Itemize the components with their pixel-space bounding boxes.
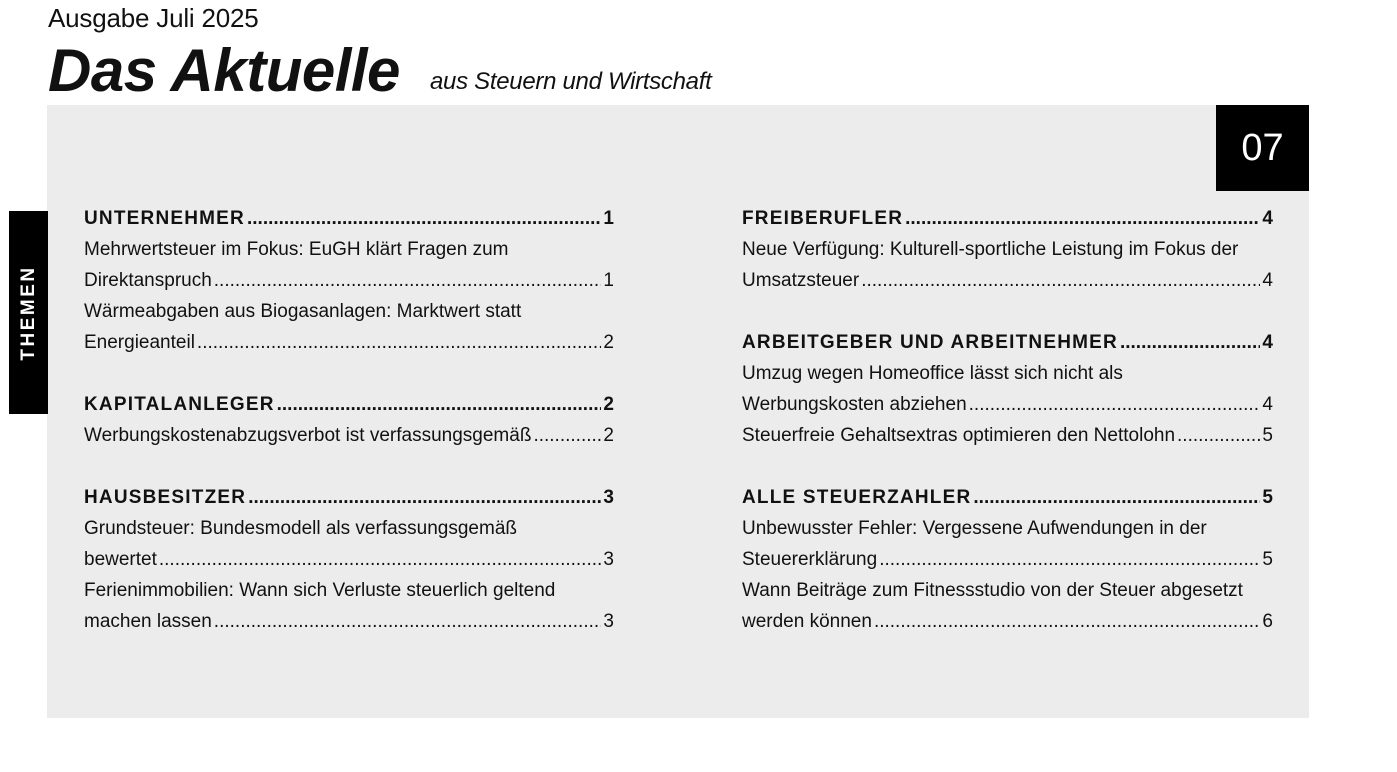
section-heading-row[interactable] xyxy=(84,482,614,513)
entry-last-line xyxy=(84,606,614,637)
dot-leader xyxy=(214,265,602,296)
page-number: 5 xyxy=(1262,425,1273,446)
toc-entry[interactable] xyxy=(742,513,1273,575)
entry-title-line: Mehrwertsteuer im Fokus: EuGH klärt Fragen zum xyxy=(84,239,509,260)
toc-section-alle-steuerzahler xyxy=(742,482,1273,637)
entry-last-line xyxy=(742,544,1273,575)
entry-title-end: bewertet xyxy=(84,549,157,570)
page-number: 2 xyxy=(603,394,614,415)
entry-title-line: Wärmeabgaben aus Biogasanlagen: Marktwert statt xyxy=(84,301,522,322)
toc-section-freiberufler xyxy=(742,203,1273,296)
entry-last-line xyxy=(84,544,614,575)
entry-title-line: Unbewusster Fehler: Vergessene Aufwendungen in der xyxy=(742,518,1207,539)
section-heading: HAUSBESITZER xyxy=(84,487,247,508)
dot-leader xyxy=(874,606,1260,637)
toc-entry[interactable] xyxy=(84,420,614,451)
entry-title-end: Energieanteil xyxy=(84,332,195,353)
toc-section-unternehmer xyxy=(84,203,614,358)
section-heading-row[interactable] xyxy=(742,482,1273,513)
toc-entry[interactable] xyxy=(742,420,1273,451)
entry-title-end: Werbungskosten abziehen xyxy=(742,394,967,415)
entry-title-end: Umsatzsteuer xyxy=(742,270,860,291)
entry-last-line xyxy=(84,420,614,451)
section-heading: UNTERNEHMER xyxy=(84,208,245,229)
page-number: 3 xyxy=(603,611,614,632)
dot-leader xyxy=(197,327,602,358)
entry-title-end: Steuererklärung xyxy=(742,549,878,570)
entry-last-line xyxy=(742,389,1273,420)
dot-leader xyxy=(533,420,601,451)
entry-title-end: Direktanspruch xyxy=(84,270,212,291)
entry-title-end: machen lassen xyxy=(84,611,212,632)
dot-leader xyxy=(969,389,1261,420)
toc-entry[interactable] xyxy=(742,358,1273,420)
entry-title-end: werden können xyxy=(742,611,872,632)
toc-entry[interactable] xyxy=(742,234,1273,296)
themes-side-tab xyxy=(9,211,48,414)
dot-leader xyxy=(248,482,601,513)
page-number: 5 xyxy=(1262,549,1273,570)
toc-entry[interactable] xyxy=(84,234,614,296)
entry-last-line xyxy=(742,265,1273,296)
section-heading-row[interactable] xyxy=(742,327,1273,358)
entry-title-line: Wann Beiträge zum Fitnessstudio von der Steuer abgesetzt xyxy=(742,580,1243,601)
entry-title-line: Grundsteuer: Bundesmodell als verfassungsgemäß xyxy=(84,518,518,539)
newsletter-title: Das Aktuelle xyxy=(48,37,400,104)
entry-last-line xyxy=(742,420,1273,451)
page-number: 4 xyxy=(1262,332,1273,353)
entry-title-line: Umzug wegen Homeoffice lässt sich nicht als xyxy=(742,363,1123,384)
page-number: 2 xyxy=(603,425,614,446)
section-heading-row[interactable] xyxy=(742,203,1273,234)
toc-entry[interactable] xyxy=(84,296,614,358)
page-number: 3 xyxy=(603,549,614,570)
entry-last-line xyxy=(84,265,614,296)
page-number: 4 xyxy=(1262,270,1273,291)
section-heading: FREIBERUFLER xyxy=(742,208,904,229)
newsletter-subtitle: aus Steuern und Wirtschaft xyxy=(430,68,712,95)
page-number: 1 xyxy=(603,208,614,229)
toc-column-right xyxy=(742,203,1273,668)
dot-leader xyxy=(879,544,1260,575)
dot-leader xyxy=(1177,420,1260,451)
dot-leader xyxy=(214,606,602,637)
page-number: 3 xyxy=(603,487,614,508)
toc-entry[interactable] xyxy=(84,513,614,575)
section-heading-row[interactable] xyxy=(84,389,614,420)
page-number: 1 xyxy=(603,270,614,291)
toc-entry[interactable] xyxy=(84,575,614,637)
page-number: 4 xyxy=(1262,208,1273,229)
toc-section-kapitalanleger xyxy=(84,389,614,451)
section-heading: ARBEITGEBER UND ARBEITNEHMER xyxy=(742,332,1118,353)
section-heading: ALLE STEUERZAHLER xyxy=(742,487,972,508)
page-number: 2 xyxy=(603,332,614,353)
dot-leader xyxy=(247,203,601,234)
entry-title-line: Ferienimmobilien: Wann sich Verluste steuerlich geltend xyxy=(84,580,556,601)
dot-leader xyxy=(973,482,1260,513)
entry-last-line xyxy=(742,606,1273,637)
toc-column-left xyxy=(84,203,614,668)
entry-last-line xyxy=(84,327,614,358)
toc-section-arbeitgeber-und-arbeitnehmer xyxy=(742,327,1273,451)
dot-leader xyxy=(159,544,602,575)
page-number: 6 xyxy=(1262,611,1273,632)
toc-section-hausbesitzer xyxy=(84,482,614,637)
section-heading: KAPITALANLEGER xyxy=(84,394,275,415)
toc-entry[interactable] xyxy=(742,575,1273,637)
themes-tab-label: THEMEN xyxy=(17,264,39,361)
entry-title-end: Steuerfreie Gehaltsextras optimieren den Nettolohn xyxy=(742,425,1176,446)
dot-leader xyxy=(277,389,602,420)
dot-leader xyxy=(1120,327,1260,358)
entry-title-line: Neue Verfügung: Kulturell-sportliche Leistung im Fokus der xyxy=(742,239,1239,260)
dot-leader xyxy=(905,203,1260,234)
section-heading-row[interactable] xyxy=(84,203,614,234)
entry-title-end: Werbungskostenabzugsverbot ist verfassungsgemäß xyxy=(84,425,532,446)
page-number: 4 xyxy=(1262,394,1273,415)
dot-leader xyxy=(861,265,1260,296)
page-number: 5 xyxy=(1262,487,1273,508)
issue-date: Ausgabe Juli 2025 xyxy=(48,3,259,33)
issue-number-badge: 07 xyxy=(1216,105,1309,191)
